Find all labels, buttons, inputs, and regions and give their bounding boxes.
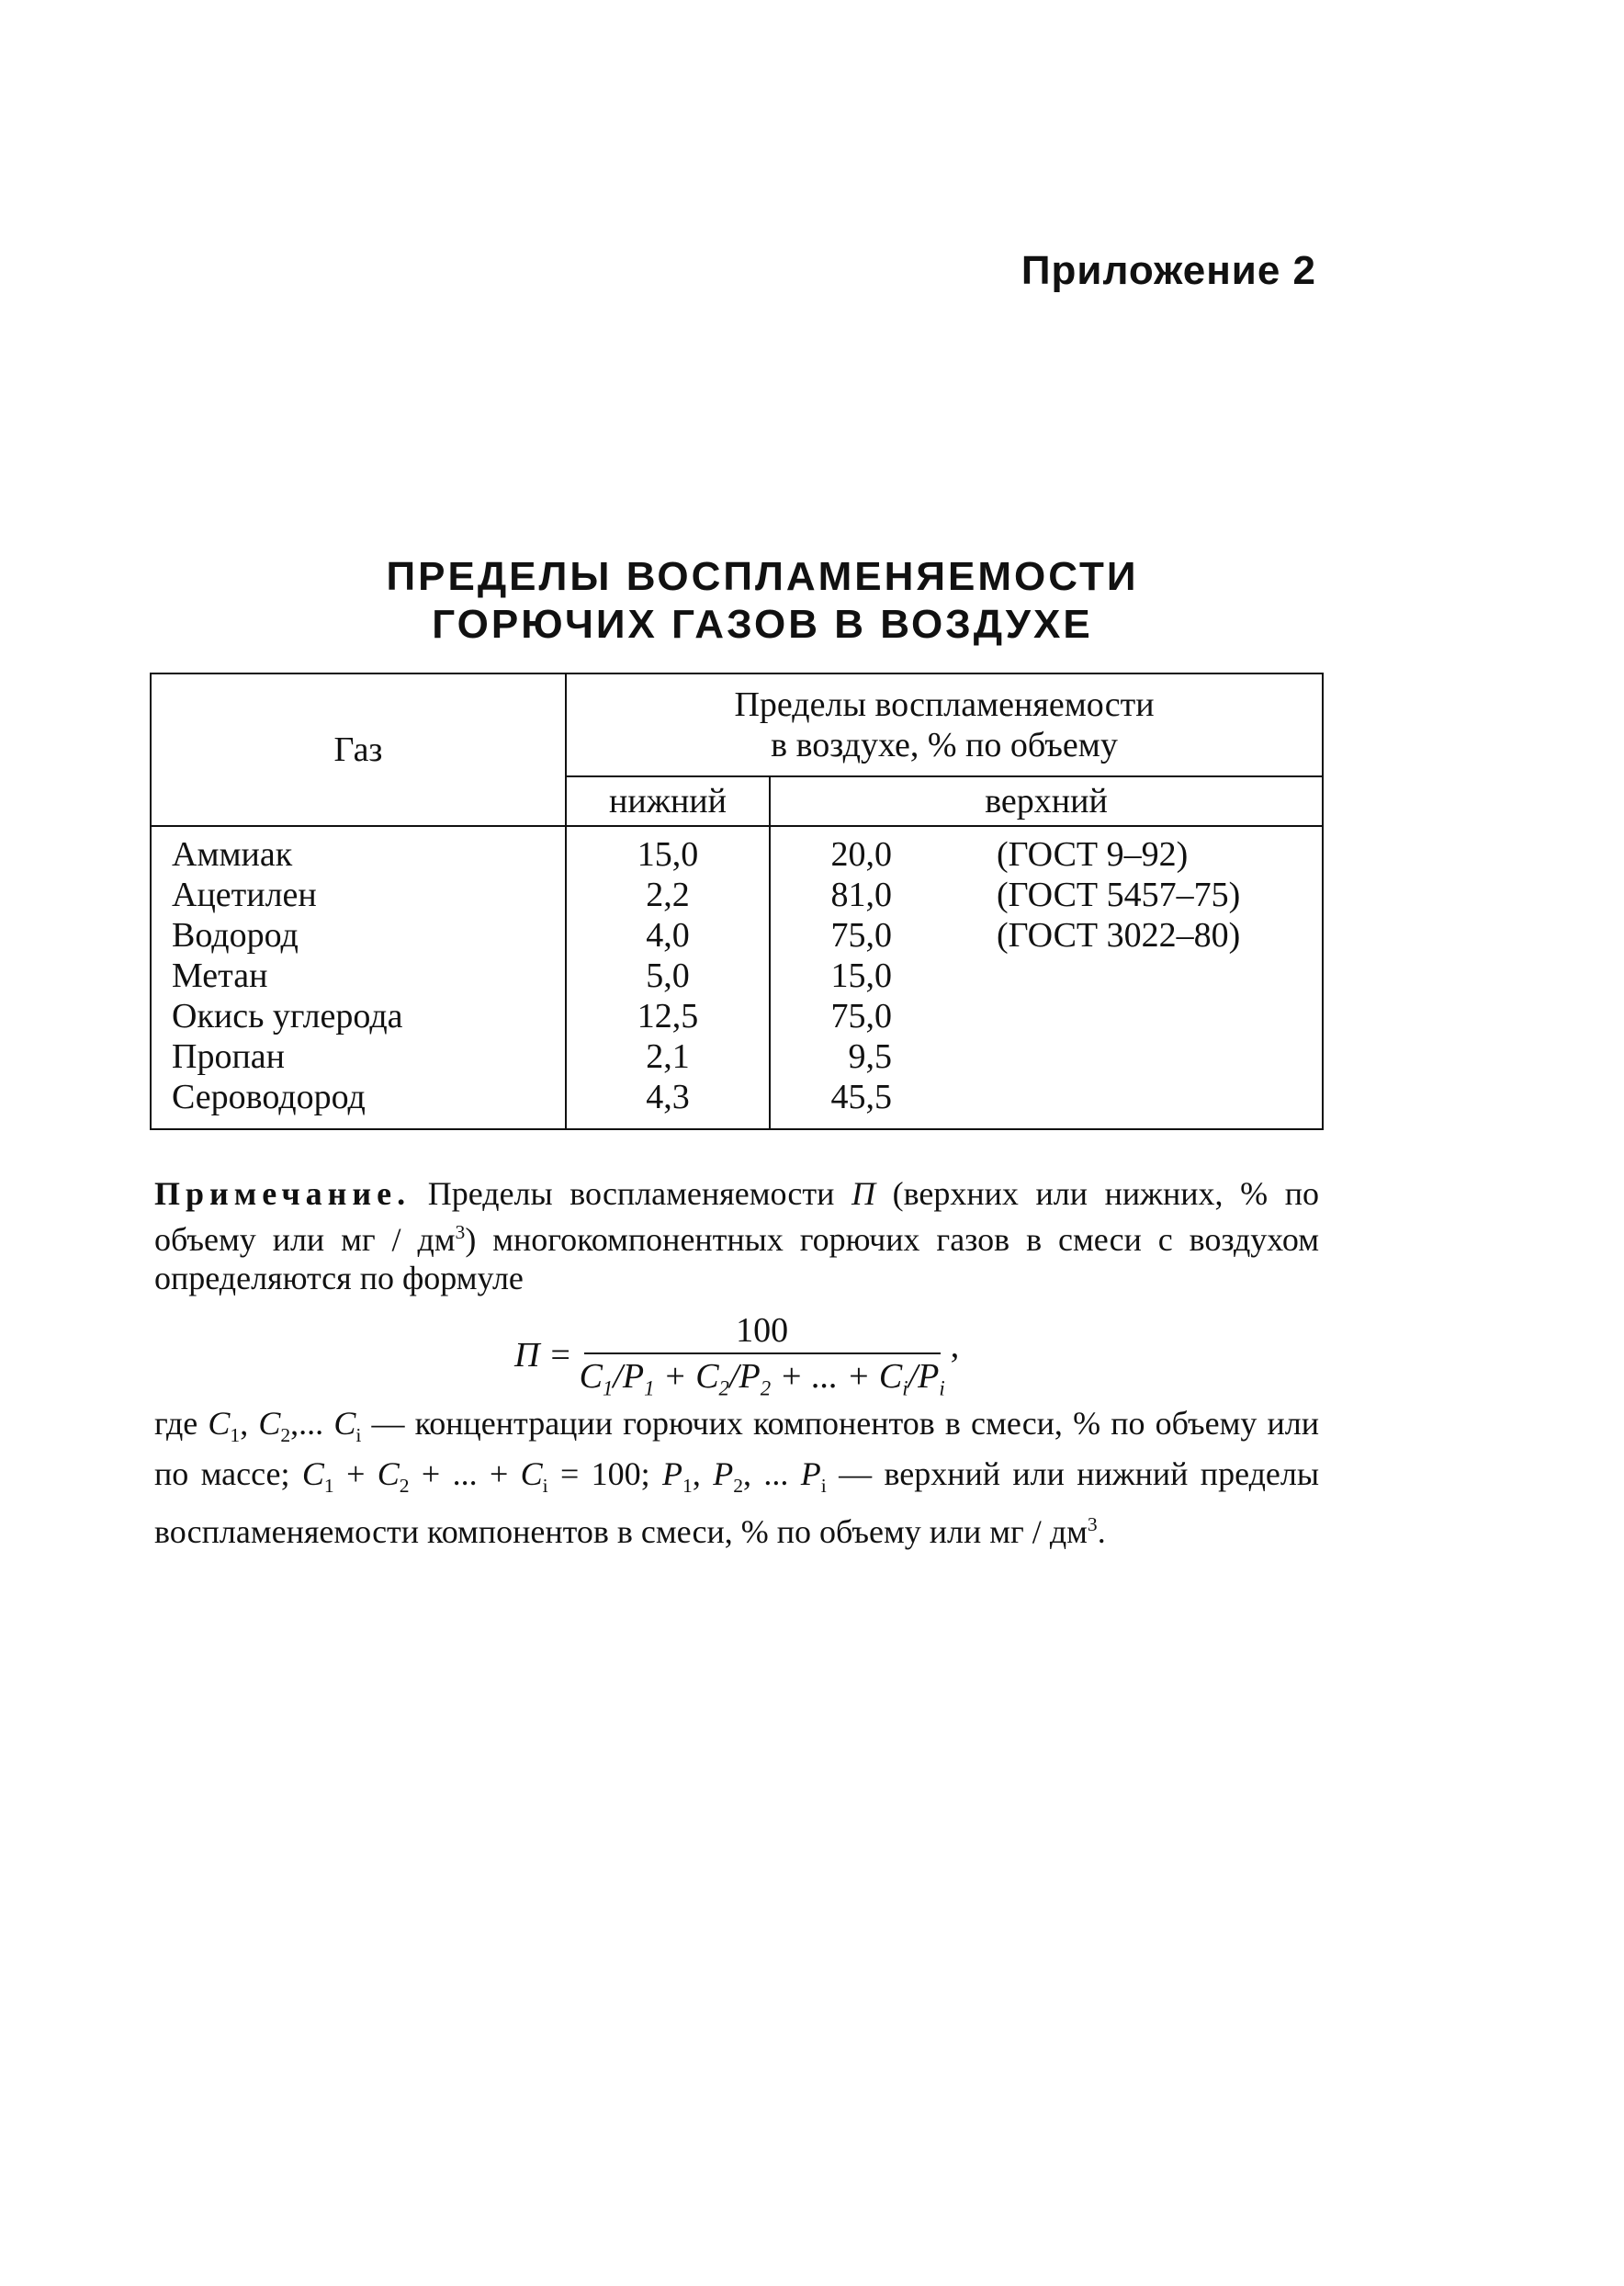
note-text: ) многокомпонентных горючих газов в смеси с воздухом определяются по формуле	[154, 1221, 1320, 1296]
upper-limit: 20,0	[830, 835, 892, 874]
lower-limit: 12,5	[637, 997, 699, 1035]
header-lower: нижний	[566, 776, 770, 826]
header-limits	[566, 673, 1323, 776]
upper-limit: 75,0	[830, 997, 892, 1035]
header-limits-line2: в воздухе, % по объему	[771, 726, 1118, 764]
note-symbol: П	[851, 1175, 875, 1212]
gas-name: Аммиак	[172, 835, 293, 874]
upper-limit: 45,5	[830, 1078, 892, 1116]
formula-denominator: $C_1/P_1 + C_2/P_2$ + ... + $C_i/P_i$	[579, 1357, 945, 1400]
flammability-table	[150, 673, 1324, 1130]
lower-limit: 4,0	[646, 916, 690, 955]
lower-limit: 4,3	[646, 1078, 690, 1116]
header-gas: Газ	[151, 673, 566, 826]
standard-ref: (ГОСТ 9–92)	[997, 835, 1189, 874]
upper-limit: 81,0	[830, 876, 892, 914]
gas-name: Пропан	[172, 1037, 285, 1076]
header-limits-line1: Пределы воспламеняемости	[734, 685, 1155, 724]
upper-limit: 75,0	[830, 916, 892, 955]
formula-numerator: 100	[584, 1310, 941, 1354]
note-sup: 3	[455, 1221, 466, 1243]
gas-name: Водород	[172, 916, 299, 955]
gas-names-column	[151, 826, 566, 1129]
lower-limit: 2,2	[646, 876, 690, 914]
formula-lhs: П =	[514, 1336, 572, 1375]
formula-explanation: где $C_1$, $C_2$,... $C_i$ — концентрации горючих компонентов в смеси, % по объему или по массе; $C_1 + C_2$ + ... + $C_i = 100$; $P_1$, $P_2$, ... $P_i$ — верхний или нижний пределы воспламеняемости компонентов в смеси, % по объему или мг / $дм^3$.	[154, 1405, 1320, 1551]
lower-limit: 15,0	[637, 835, 699, 874]
document-title-line2: ГОРЮЧИХ ГАЗОВ В ВОЗДУХЕ	[432, 602, 1093, 647]
gas-name: Окись углерода	[172, 997, 403, 1035]
lower-limit: 2,1	[646, 1037, 690, 1076]
gas-name: Сероводород	[172, 1078, 366, 1116]
document-title-line1: ПРЕДЕЛЫ ВОСПЛАМЕНЯЕМОСТИ	[386, 554, 1139, 599]
standard-ref: (ГОСТ 5457–75)	[997, 876, 1241, 914]
note-text: Пределы воспламеняемости	[411, 1175, 851, 1212]
gas-name: Метан	[172, 956, 268, 995]
gas-name: Ацетилен	[172, 876, 317, 914]
lower-limit: 5,0	[646, 956, 690, 995]
formula-fraction	[580, 1310, 945, 1401]
appendix-heading: Приложение 2	[1021, 248, 1316, 293]
lower-limits-column	[566, 826, 770, 1129]
standard-ref: (ГОСТ 3022–80)	[997, 916, 1241, 955]
upper-limits-column	[770, 826, 1323, 1129]
note-label: Примечание.	[154, 1175, 412, 1212]
note-text: (верхних или нижних, % по объему или мг / дм	[154, 1175, 1319, 1258]
upper-limit: 15,0	[830, 956, 892, 995]
upper-limit: 9,5	[848, 1037, 892, 1076]
formula	[514, 1310, 959, 1401]
formula-comma: ,	[950, 1327, 960, 1366]
header-upper: верхний	[770, 776, 1323, 826]
note-paragraph	[154, 1174, 1319, 1297]
